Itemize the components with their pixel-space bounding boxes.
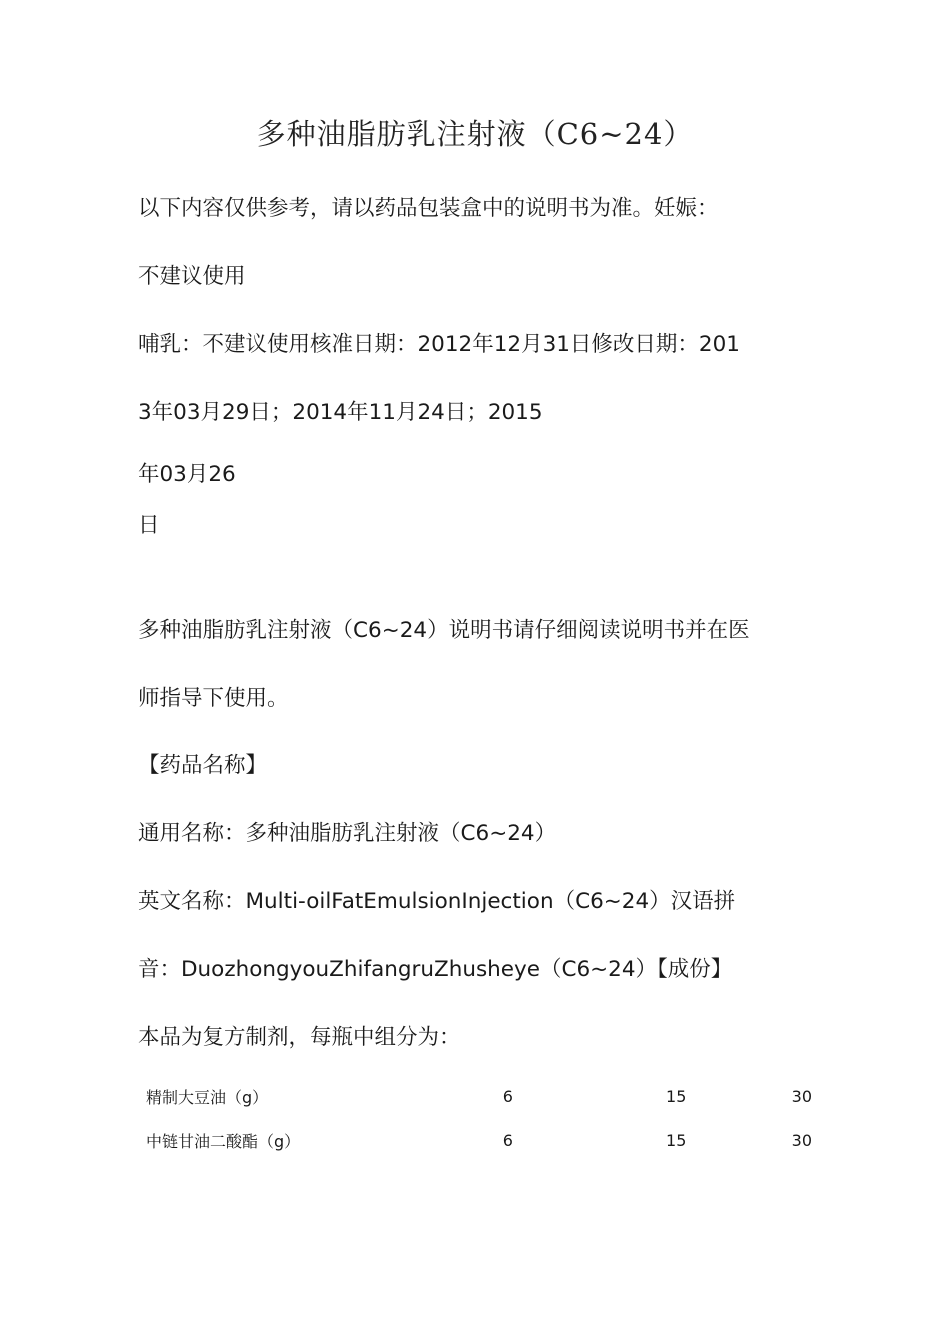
revision-date-line-3: 日	[138, 513, 160, 538]
document-title: 多种油脂肪乳注射液（C6~24）	[256, 117, 694, 151]
component-value: 6	[502, 1086, 513, 1106]
pinyin-name-line: 音：DuozhongyouZhifangruZhusheye（C6~24）【成份】	[138, 957, 733, 982]
composition-table	[138, 1074, 828, 1162]
lactation-date-line: 哺乳：不建议使用核准日期：2012年12月31日修改日期：201	[138, 332, 740, 357]
component-value: 30	[791, 1086, 812, 1106]
component-value: 15	[666, 1086, 687, 1106]
component-name: 精制大豆油（g）	[146, 1087, 269, 1107]
pregnancy-line: 不建议使用	[138, 264, 246, 289]
component-name: 中链甘油二酸酯（g）	[146, 1131, 301, 1151]
component-value: 15	[666, 1130, 687, 1150]
instruction-heading-line-2: 师指导下使用。	[138, 686, 289, 711]
generic-name-line: 通用名称：多种油脂肪乳注射液（C6~24）	[138, 821, 557, 846]
revision-date-line: 3年03月29日；2014年11月24日；2015	[138, 400, 543, 425]
instruction-heading-line: 多种油脂肪乳注射液（C6~24）说明书请仔细阅读说明书并在医	[138, 618, 750, 643]
table-row	[138, 1074, 828, 1118]
disclaimer-line: 以下内容仅供参考，请以药品包装盒中的说明书为准。妊娠：	[138, 196, 719, 221]
component-value: 30	[791, 1130, 812, 1150]
table-row	[138, 1118, 828, 1162]
english-name-line: 英文名称：Multi-oilFatEmulsionInjection（C6~24）汉语拼	[138, 889, 736, 914]
component-value: 6	[502, 1130, 513, 1150]
section-drug-name: 【药品名称】	[138, 753, 268, 778]
revision-date-line-2: 年03月26	[138, 462, 236, 487]
composition-intro-line: 本品为复方制剂，每瓶中组分为：	[138, 1025, 461, 1050]
